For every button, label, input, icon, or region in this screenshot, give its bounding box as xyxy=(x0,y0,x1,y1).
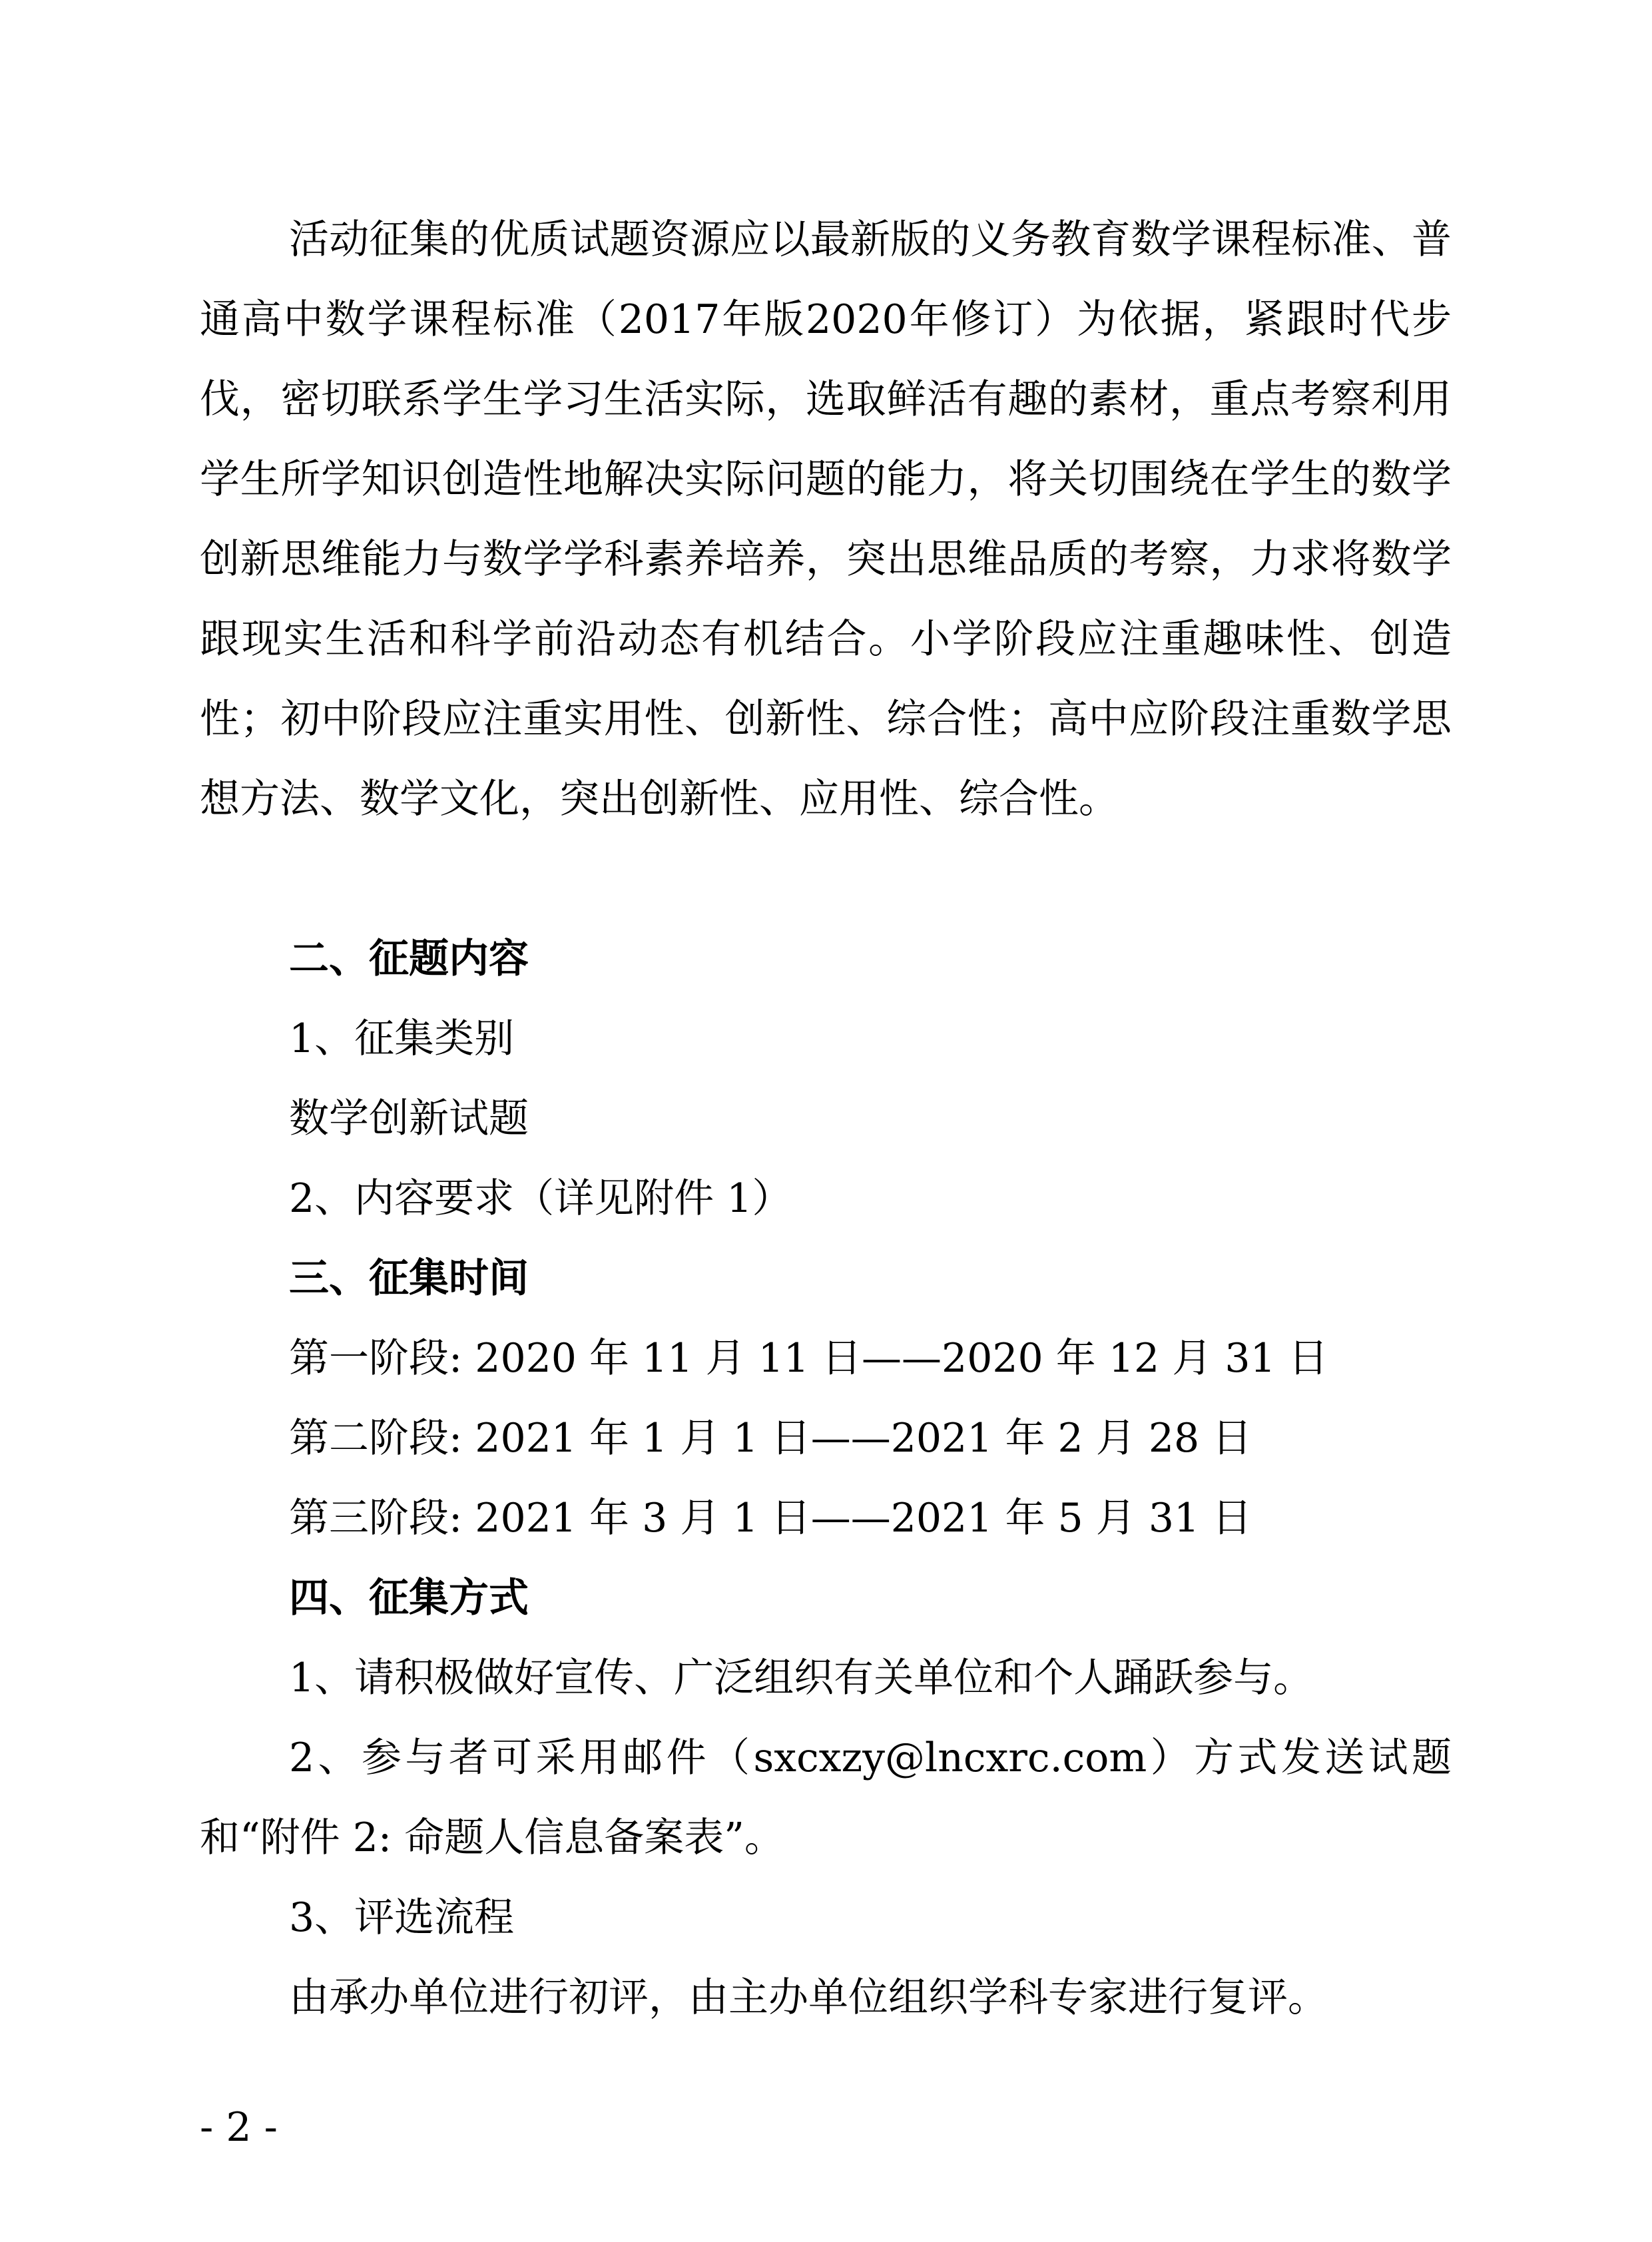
review-process-text: 由承办单位进行初评，由主办单位组织学科专家进行复评。 xyxy=(289,1974,1328,2021)
stage-one: 第一阶段: 2020 年 11 月 11 日——2020 年 12 月 31 日 xyxy=(289,1335,1328,1382)
stage-three: 第三阶段: 2021 年 3 月 1 日——2021 年 5 月 31 日 xyxy=(289,1495,1252,1541)
item-content-requirements: 2、内容要求（详见附件 1） xyxy=(289,1175,792,1222)
method-item-one: 1、请积极做好宣传、广泛组织有关单位和个人踊跃参与。 xyxy=(289,1655,1314,1701)
stage-two: 第二阶段: 2021 年 1 月 1 日——2021 年 2 月 28 日 xyxy=(289,1415,1252,1462)
page-number: - 2 - xyxy=(200,2104,278,2151)
collection-category-value: 数学创新试题 xyxy=(289,1095,529,1142)
section-heading-content: 二、征题内容 xyxy=(289,936,529,982)
method-item-two: 2、参与者可采用邮件（sxcxzy@lncxrc.com）方式发送试题和“附件 2: 命题人信息备案表”。 xyxy=(200,1735,1452,1861)
section-heading-time: 三、征集时间 xyxy=(289,1255,529,1302)
intro-paragraph: 活动征集的优质试题资源应以最新版的义务教育数学课程标准、普通高中数学课程标准（2017年版2020年修订）为依据，紧跟时代步伐，密切联系学生学习生活实际，选取鲜活有趣的素材，重点考察利用学生所学知识创造性地解决实际问题的能力，将关切围绕在学生的数学创新思维能力与数学学科素养培养，突出思维品质的考察，力求将数学跟现实生活和科学前沿动态有机结合。小学阶段应注重趣味性、创造性；初中阶段应注重实用性、创新性、综合性；高中应阶段注重数学思想方法、数学文化，突出创新性、应用性、综合性。 xyxy=(200,216,1452,822)
section-heading-method: 四、征集方式 xyxy=(289,1575,529,1621)
item-collection-category: 1、征集类别 xyxy=(289,1015,515,1062)
method-item-three: 3、评选流程 xyxy=(289,1894,515,1941)
